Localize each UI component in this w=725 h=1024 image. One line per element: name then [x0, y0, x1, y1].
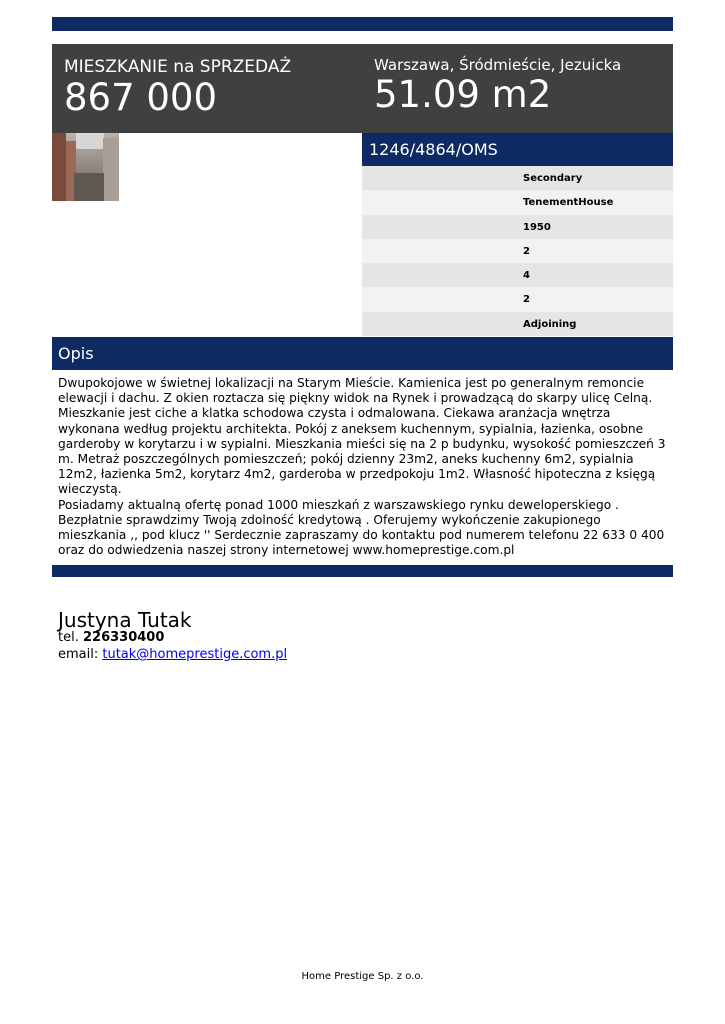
- footer-company: Home Prestige Sp. z o.o.: [301, 971, 424, 982]
- area: 51.09 m2: [374, 73, 552, 116]
- property-details-list: [362, 166, 673, 336]
- offer-type: MIESZKANIE na SPRZEDAŻ: [64, 57, 292, 77]
- top-accent-bar: [52, 17, 673, 31]
- property-row-rooms: 2: [362, 239, 673, 263]
- bottom-accent-bar: [52, 565, 673, 577]
- agent-name: Justyna Tutak: [58, 608, 192, 632]
- agent-email: [58, 647, 287, 662]
- agent-phone: [58, 630, 164, 645]
- description-heading: Opis: [52, 337, 673, 370]
- property-row-floors: 4: [362, 263, 673, 287]
- property-photo[interactable]: [52, 133, 119, 201]
- property-row-kitchen: Adjoining: [362, 312, 673, 336]
- property-row-floor: 2: [362, 287, 673, 311]
- phone-label: tel.: [58, 630, 79, 645]
- phone-number: 226330400: [82, 630, 165, 645]
- email-label: email:: [58, 647, 99, 662]
- email-link[interactable]: tutak@homeprestige.com.pl: [102, 647, 288, 662]
- property-row-year-built: 1950: [362, 215, 673, 239]
- property-row-market: Secondary: [362, 166, 673, 190]
- price: 867 000: [64, 76, 218, 119]
- offer-code: 1246/4864/OMS: [362, 133, 673, 166]
- description-text: Dwupokojowe w świetnej lokalizacji na Starym Mieście. Kamienica jest po generalnym remoncie elewacji i dachu. Z okien roztacza się piękny widok na Rynek i prowadzącą do skarpy ulicę Celną. Mieszkanie jest ciche a klatka schodowa czysta i odmalowana. Ciekawa aranżacja wnętrza wykonana według projektu architekta. Pokój z aneksem kuchennym, sypialnia, łazienka, osobne garderoby w korytarzu i w sypialni. Mieszkania mieści się na 2 p budynku, wysokość pomieszczeń 3 m. Metraż poszczególnych pomieszczeń; pokój dzienny 23m2, aneks kuchenny 6m2, sypialnia 12m2, łazienka 5m2, korytarz 4m2, garderoba w przedpokoju 1m2. Własność hipoteczna z księgą wieczystą. Posiadamy aktualną ofertę ponad 1000 mieszkań z warszawskiego rynku deweloperskiego . Bezpłatnie sprawdzimy Twoją zdolność kredytową . Oferujemy wykończenie zakupionego mieszkania ,, pod klucz '' Serdecznie zapraszamy do kontaktu pod numerem telefonu 22 633 0 400 oraz do odwiedzenia naszej strony internetowej www.homeprestige.com.pl: [58, 376, 666, 558]
- property-row-building-type: TenementHouse: [362, 190, 673, 214]
- location: Warszawa, Śródmieście, Jezuicka: [374, 56, 622, 74]
- listing-header: [52, 44, 673, 133]
